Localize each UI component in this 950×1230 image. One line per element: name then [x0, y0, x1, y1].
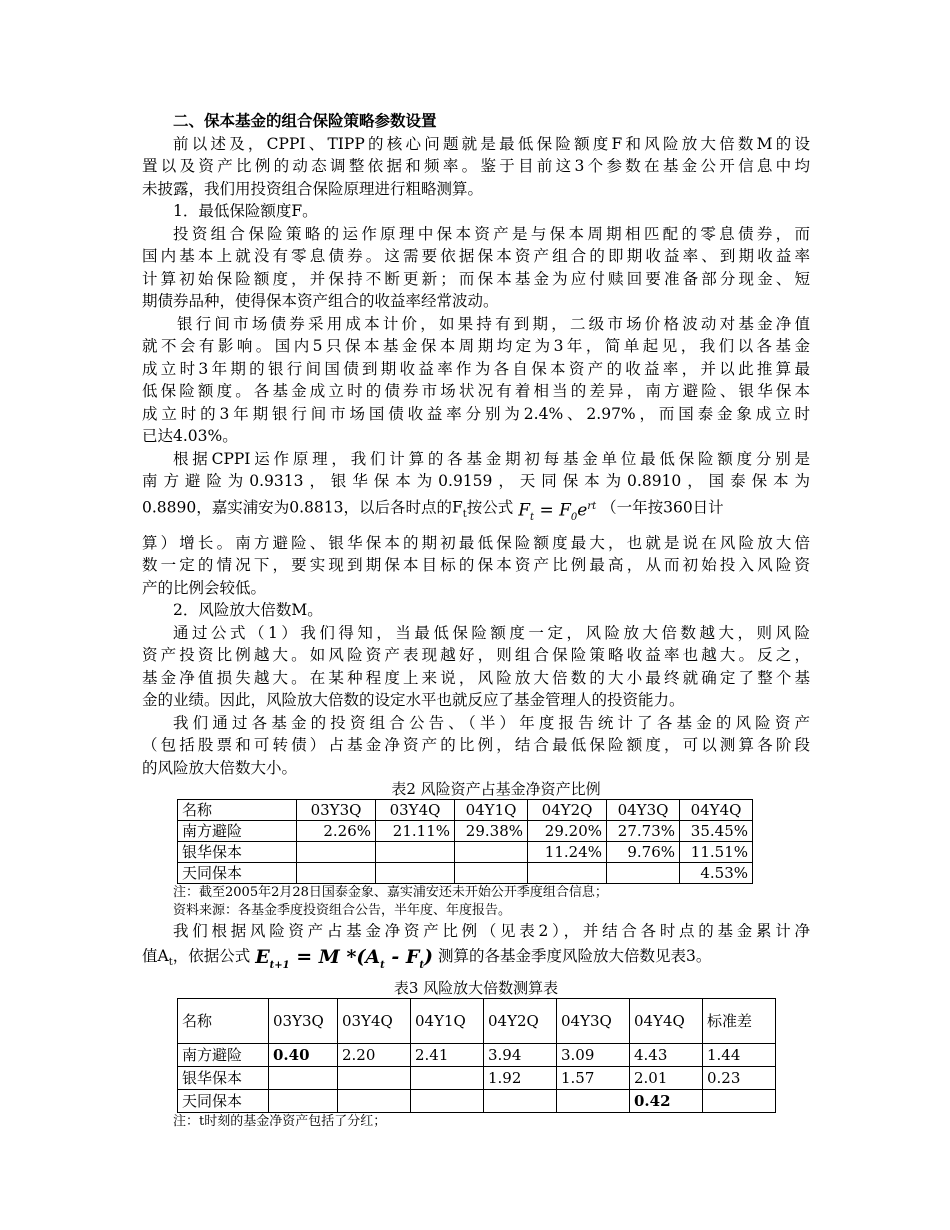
- table-cell: 银华保本: [178, 1067, 269, 1090]
- item-heading-1: 1．最低保险额度F。: [173, 202, 318, 220]
- table-header-cell: 名称: [178, 999, 269, 1044]
- text-line: 根据CPPI运作原理，我们计算的各基金期初每基金单位最低保险额度分别是: [173, 449, 810, 468]
- table-cell: [557, 1090, 630, 1113]
- text-line: 未披露，我们用投资组合保险原理进行粗略测算。: [142, 179, 484, 198]
- table-header-cell: 03Y3Q: [269, 999, 338, 1044]
- table-header-cell: 名称: [178, 800, 297, 821]
- table-cell: [338, 1067, 411, 1090]
- text-line: 已达4.03%。: [142, 427, 238, 445]
- text-line: 的风险放大倍数大小。: [142, 758, 298, 777]
- text-line: 算）增长。南方避险、银华保本的期初最低保险额度最大，也就是说在风险放大倍: [142, 533, 810, 552]
- text-line: 数一定的情况下，要实现到期保本目标的保本资产比例最高，从而初始投入风险资: [142, 556, 810, 575]
- table-cell: 0.23: [703, 1067, 776, 1090]
- paragraph-intro: [142, 133, 810, 201]
- table-header-cell: 04Y1Q: [455, 800, 528, 821]
- table-cell: 银华保本: [178, 842, 297, 863]
- text-line: 通过公式（1）我们得知，当最低保险额度一定，风险放大倍数越大，则风险: [173, 623, 810, 642]
- table-header-cell: 04Y3Q: [607, 800, 680, 821]
- table-cell: 21.11%: [376, 821, 455, 842]
- text-segment: 按公式: [466, 498, 514, 517]
- table-header-cell: 03Y3Q: [297, 800, 376, 821]
- text-line: 金的业绩。因此，风险放大倍数的设定水平也就反应了基金管理人的投资能力。: [142, 691, 685, 710]
- table-header-cell: 04Y4Q: [630, 999, 703, 1044]
- table-header-row: [178, 800, 753, 821]
- table-cell: 2.41: [411, 1044, 484, 1067]
- table-cell: 0.42: [630, 1090, 703, 1113]
- table-cell: [455, 842, 528, 863]
- table-cell: 9.76%: [607, 842, 680, 863]
- table-row: [178, 1090, 776, 1113]
- item-heading-2: 2．风险放大倍数M。: [173, 601, 323, 620]
- formula-growth: $F_t = F_0e^{rt}$: [518, 500, 597, 523]
- table-header-row: [178, 999, 776, 1044]
- table-cell: 27.73%: [607, 821, 680, 842]
- table-header-cell: 04Y2Q: [484, 999, 557, 1044]
- table-cell: 天同保本: [178, 1090, 269, 1113]
- table-cell: 1.44: [703, 1044, 776, 1067]
- text-line: 成立时3年期的银行间国债到期收益率作为各自保本资产的收益率，并以此推算最: [142, 359, 810, 378]
- subscript: t: [168, 956, 173, 968]
- paragraph-statistics: [142, 712, 810, 780]
- paragraph-calculation: [142, 920, 810, 978]
- table-cell: [338, 1090, 411, 1113]
- text-line: 资产投资比例越大。如风险资产表现越好，则组合保险策略收益率也越大。反之，: [142, 646, 810, 665]
- text-line: 低保险额度。各基金成立时的债券市场状况有着相当的差异，南方避险、银华保本: [142, 382, 810, 400]
- table-cell: 11.24%: [528, 842, 607, 863]
- table3-note: 注：t时刻的基金净资产包括了分红；: [173, 1114, 387, 1130]
- table-cell: 4.53%: [680, 863, 753, 884]
- paragraph-interbank: [142, 313, 810, 448]
- table-row: [178, 842, 753, 863]
- table-cell: 29.38%: [455, 821, 528, 842]
- section-heading: 二、保本基金的组合保险策略参数设置: [173, 111, 437, 130]
- table-cell: [376, 842, 455, 863]
- text-segment: （一年按360日计: [601, 498, 724, 517]
- text-segment: 值A: [142, 946, 169, 965]
- table-cell: 11.51%: [680, 842, 753, 863]
- table-cell: [703, 1090, 776, 1113]
- text-line: 就不会有影响。国内5只保本基金保本周期均定为3年，简单起见，我们以各基金: [142, 337, 810, 355]
- table-cell: 天同保本: [178, 863, 297, 884]
- paragraph-zero-coupon: [142, 223, 810, 313]
- document-page: [142, 110, 810, 1131]
- text-line: 我们通过各基金的投资组合公告、（半）年度报告统计了各基金的风险资产: [173, 713, 810, 732]
- table-cell: [297, 842, 376, 863]
- table-cell: 南方避险: [178, 1044, 269, 1067]
- table-cell: 3.94: [484, 1044, 557, 1067]
- table-cell: 35.45%: [680, 821, 753, 842]
- table-cell: [484, 1090, 557, 1113]
- table-cell: 3.09: [557, 1044, 630, 1067]
- text-line: 成立时的3年期银行间市场国债收益率分别为2.4%、2.97%，而国泰金象成立时: [142, 404, 810, 423]
- table-cell: [269, 1067, 338, 1090]
- formula-multiplier: $E_{t+1} = M$ $*(A_t - F_t)$: [255, 945, 434, 971]
- subscript: t: [462, 508, 467, 520]
- text-line-formula: [142, 493, 810, 532]
- table-cell: [411, 1090, 484, 1113]
- table-cell: [528, 863, 607, 884]
- text-line: （包括股票和可转债）占基金净资产的比例，结合最低保险额度，可以测算各阶段: [142, 736, 810, 755]
- table-cell: [269, 1090, 338, 1113]
- table-cell: 2.01: [630, 1067, 703, 1090]
- paragraph-multiplier: [142, 622, 810, 712]
- table-cell: 1.57: [557, 1067, 630, 1090]
- table-header-cell: 04Y3Q: [557, 999, 630, 1044]
- table-row: [178, 1067, 776, 1090]
- text-segment: 0.8890，嘉实浦安为0.8813，以后各时点的F: [142, 498, 463, 517]
- table-cell: 0.40: [269, 1044, 338, 1067]
- text-line: 置以及资产比例的动态调整依据和频率。鉴于目前这3个参数在基金公开信息中均: [142, 157, 810, 175]
- text-line: 产的比例会较低。: [142, 578, 267, 597]
- table3-caption: 表3 风险放大倍数测算表: [393, 979, 559, 998]
- table-cell: 29.20%: [528, 821, 607, 842]
- table-header-cell: 03Y4Q: [376, 800, 455, 821]
- table-cell: 1.92: [484, 1067, 557, 1090]
- table-header-cell: 04Y4Q: [680, 800, 753, 821]
- table-cell: 南方避险: [178, 821, 297, 842]
- table-cell: [411, 1067, 484, 1090]
- table-header-cell: 04Y2Q: [528, 800, 607, 821]
- table-row: [178, 863, 753, 884]
- text-line: 国内基本上就没有零息债券。这需要依据保本资产组合的即期收益率、到期收益率: [142, 247, 810, 265]
- text-segment: 测算的各基金季度风险放大倍数见表3。: [437, 946, 712, 965]
- table-row: [178, 1044, 776, 1067]
- text-segment: ，依据公式: [172, 946, 251, 965]
- table-header-cell: 03Y4Q: [338, 999, 411, 1044]
- table-row: [178, 821, 753, 842]
- table2-caption: 表2 风险资产占基金净资产比例: [391, 780, 601, 799]
- text-line: 投资组合保险策略的运作原理中保本资产是与保本周期相匹配的零息债券，而: [173, 224, 810, 243]
- table-cell: [376, 863, 455, 884]
- text-line: 前以述及，CPPI、TIPP的核心问题就是最低保险额度F和风险放大倍数M的设: [173, 134, 810, 153]
- table-cell: [607, 863, 680, 884]
- table-header-cell: 标准差: [703, 999, 776, 1044]
- table-cell: 4.43: [630, 1044, 703, 1067]
- text-line: 基金净值损失越大。在某种程度上来说，风险放大倍数的大小最终就确定了整个基: [142, 668, 810, 687]
- table2-source: 资料来源：各基金季度投资组合公告，半年度、年度报告。: [173, 903, 512, 919]
- multiplier-table: [177, 998, 776, 1113]
- text-line: 期债券品种，使得保本资产组合的收益率经常波动。: [142, 292, 499, 310]
- text-line: 计算初始保险额度，并保持不断更新；而保本基金为应付赎回要准备部分现金、短: [142, 269, 810, 288]
- text-line: 南方避险为0.9313，银华保本为0.9159，天同保本为0.8910，国泰保本为: [142, 472, 810, 490]
- table2-note: 注：截至2005年2月28日国泰金象、嘉实浦安还未开始公开季度组合信息；: [173, 885, 608, 901]
- text-line-formula: [142, 943, 810, 979]
- table-header-cell: 04Y1Q: [411, 999, 484, 1044]
- paragraph-cppi: [142, 448, 810, 600]
- table-cell: 2.26%: [297, 821, 376, 842]
- text-line: 银行间市场债券采用成本计价，如果持有到期，二级市场价格波动对基金净值: [177, 314, 810, 333]
- table-cell: 2.20: [338, 1044, 411, 1067]
- table-cell: [455, 863, 528, 884]
- risk-asset-ratio-table: [177, 799, 753, 884]
- table-cell: [297, 863, 376, 884]
- text-line: 我们根据风险资产占基金净资产比例（见表2），并结合各时点的基金累计净: [173, 922, 810, 941]
